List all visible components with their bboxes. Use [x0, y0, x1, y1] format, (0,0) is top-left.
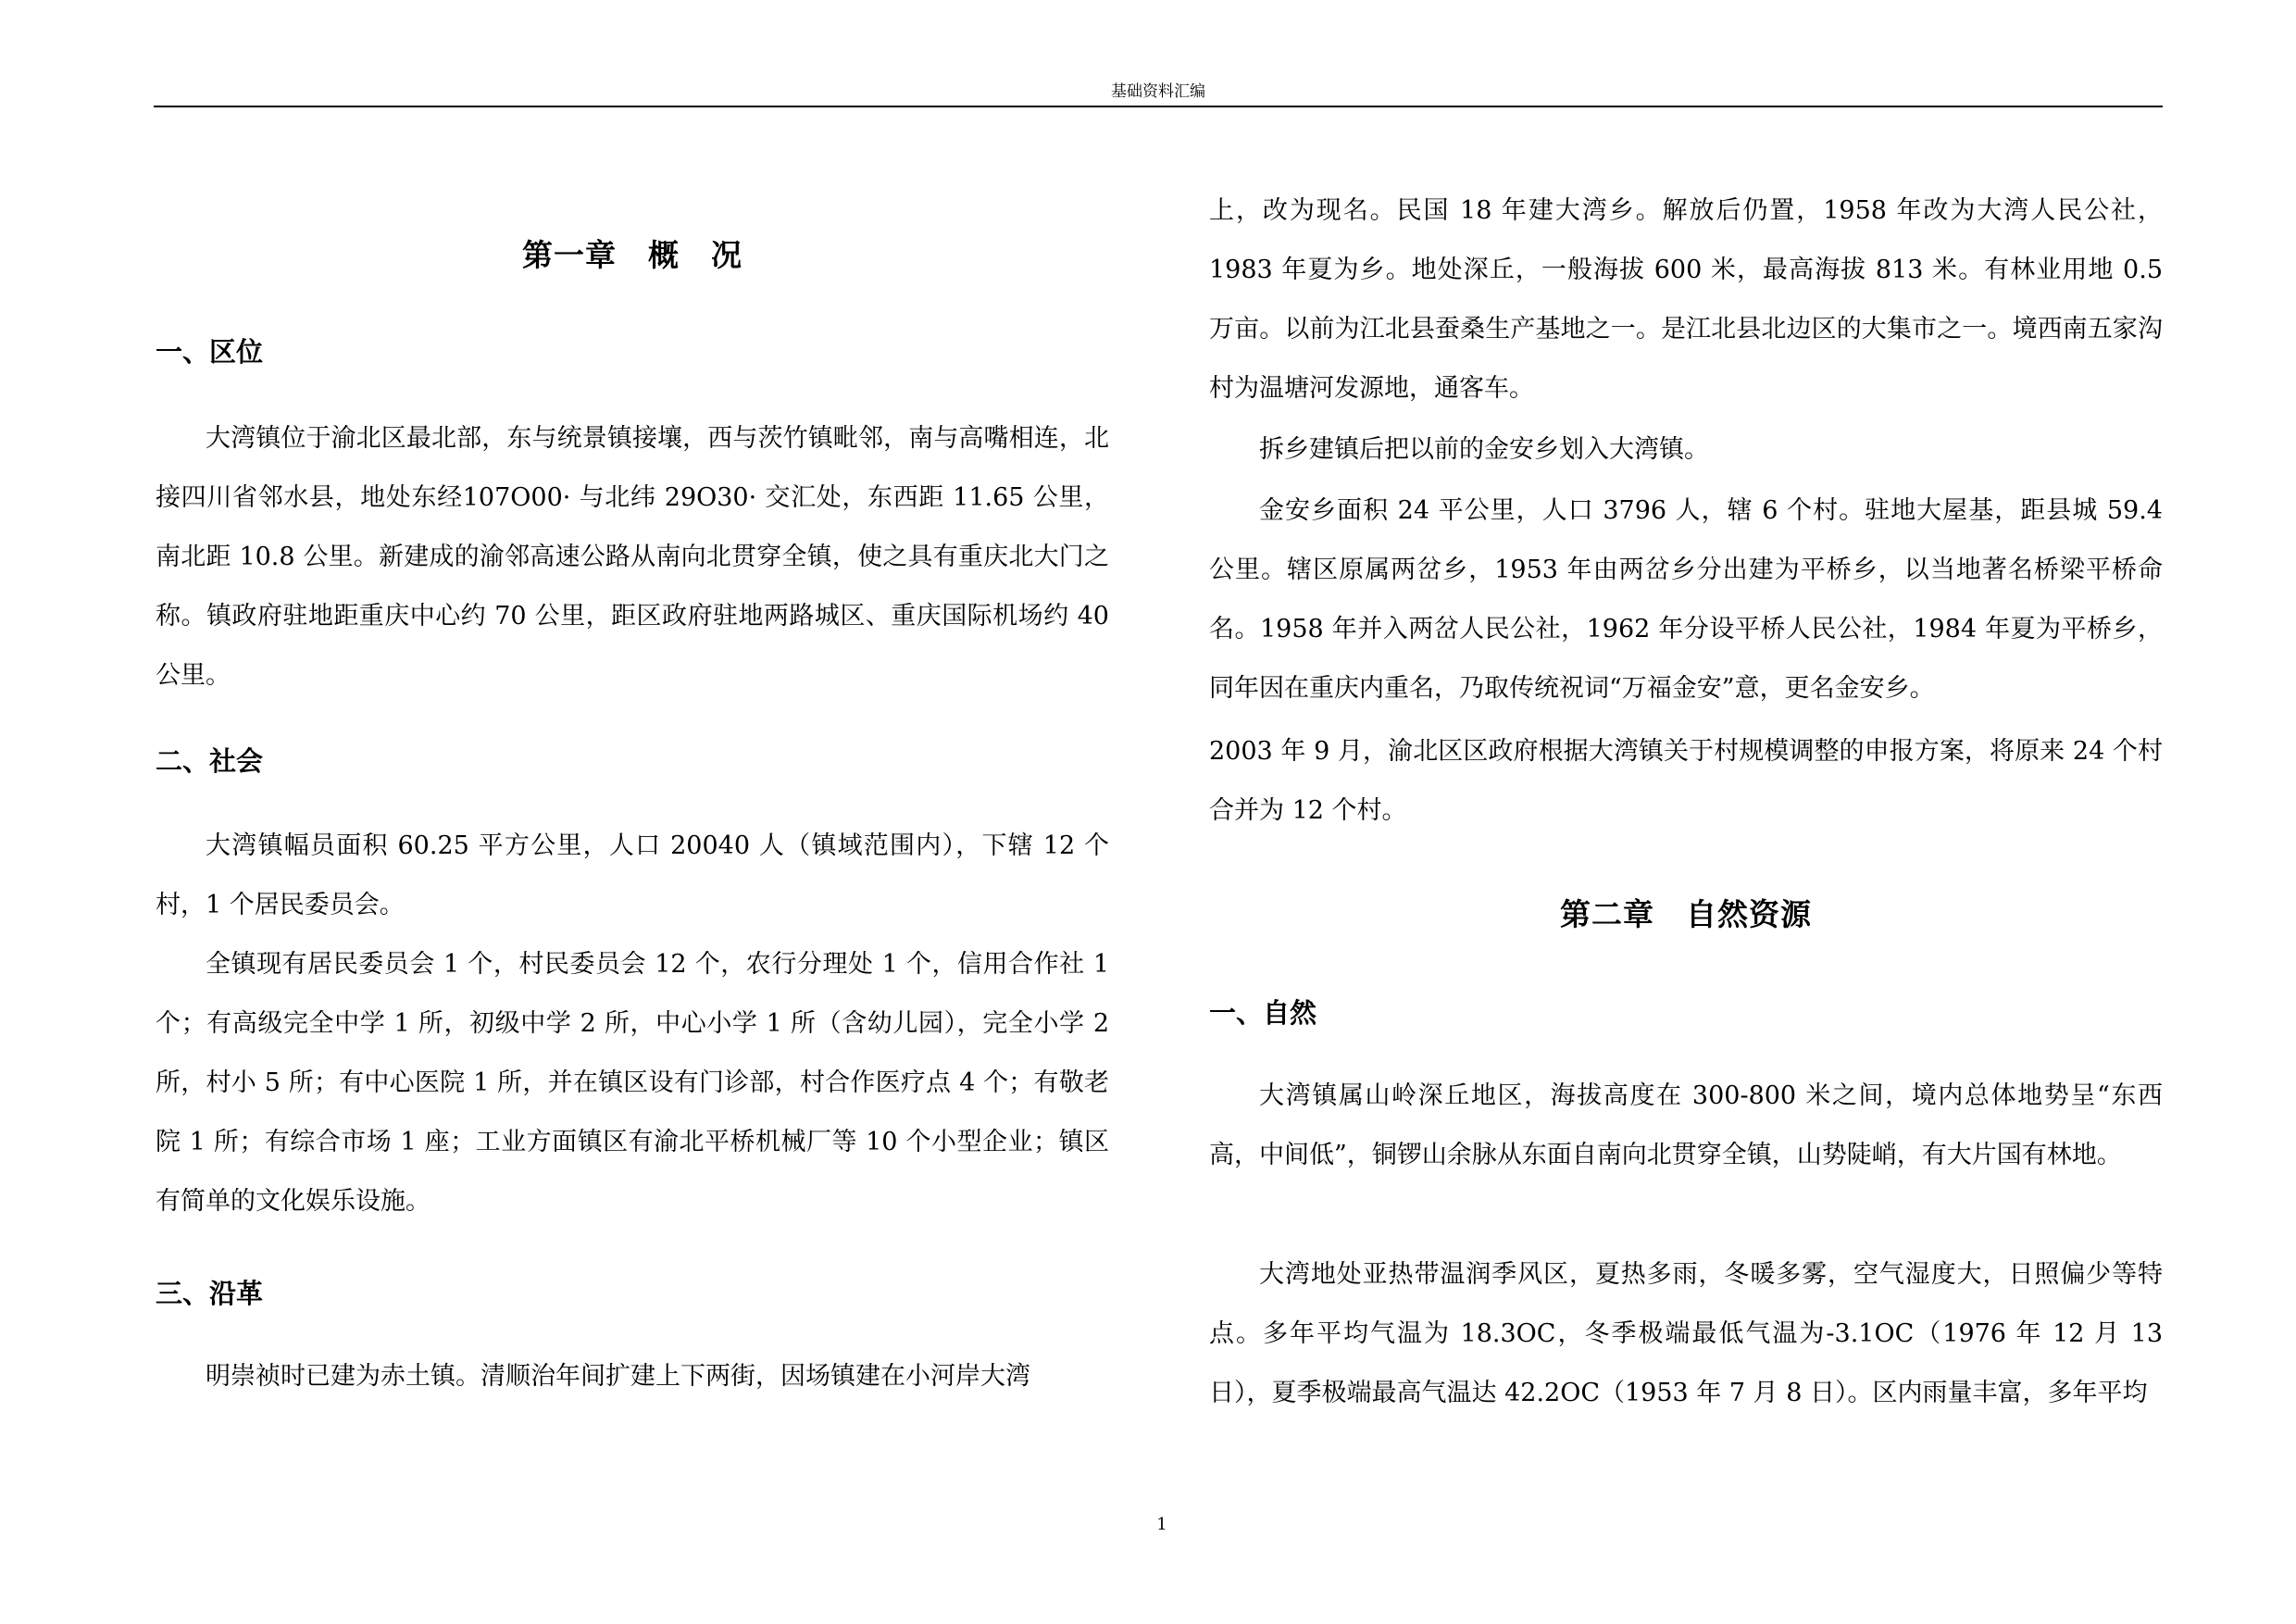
adjustment-paragraph: 2003 年 9 月，渝北区区政府根据大湾镇关于村规模调整的申报方案，将原来 24 个村合并为 12 个村。	[1209, 737, 2163, 825]
running-header: 基础资料汇编	[1111, 82, 1205, 101]
history-continued-paragraph: 上，改为现名。民国 18 年建大湾乡。解放后仍置，1958 年改为大湾人民公社，1983 年夏为乡。地处深丘，一般海拔 600 米，最高海拔 813 米。有林业用地 0.5 万亩。以前为江北县蚕桑生产基地之一。是江北县北边区的大集市之一。境西南五家沟村为温塘河发源地，通客车。	[1209, 196, 2163, 403]
header-divider	[154, 106, 2163, 107]
section-history-heading: 三、沿革	[156, 1278, 264, 1309]
nature-paragraph-2: 大湾地处亚热带温润季风区，夏热多雨，冬暖多雾，空气湿度大，日照偏少等特点。多年平均气温为 18.3OC，冬季极端最低气温为-3.1OC（1976 年 12 月 13 日），夏季极端最高气温达 42.2OC（1953 年 7 月 8 日）。区内雨量丰富，多年平均	[1209, 1260, 2163, 1407]
merger-paragraph: 拆乡建镇后把以前的金安乡划入大湾镇。	[1259, 435, 1709, 464]
page-number: 1	[1156, 1515, 1167, 1534]
section-nature-heading: 一、自然	[1209, 997, 1317, 1029]
section-location-heading: 一、区位	[156, 336, 264, 368]
jinan-paragraph: 金安乡面积 24 平公里，人口 3796 人，辖 6 个村。驻地大屋基，距县城 59.4 公里。辖区原属两岔乡，1953 年由两岔乡分出建为平桥乡，以当地著名桥梁平桥命名。1958 年并入两岔人民公社，1962 年分设平桥人民公社，1984 年夏为平桥乡，同年因在重庆内重名，乃取传统祝词“万福金安”意，更名金安乡。	[1209, 496, 2163, 703]
society-paragraph-1: 大湾镇幅员面积 60.25 平方公里，人口 20040 人（镇域范围内），下辖 12 个村，1 个居民委员会。	[156, 831, 1109, 919]
location-paragraph: 大湾镇位于渝北区最北部，东与统景镇接壤，西与茨竹镇毗邻，南与高嘴相连，北接四川省邻水县，地处东经107O00· 与北纬 29O30· 交汇处，东西距 11.65 公里，南北距 10.8 公里。新建成的渝邻高速公路从南向北贯穿全镇，使之具有重庆北大门之称。镇政府驻地距重庆中心约 70 公里，距区政府驻地两路城区、重庆国际机场约 40 公里。	[156, 424, 1109, 690]
section-society-heading: 二、社会	[156, 745, 264, 777]
chapter-1-title: 第一章 概 况	[522, 237, 742, 273]
history-paragraph: 明崇祯时已建为赤土镇。清顺治年间扩建上下两街，因场镇建在小河岸大湾	[206, 1362, 1030, 1391]
chapter-2-title: 第二章 自然资源	[1560, 896, 1812, 932]
society-paragraph-2: 全镇现有居民委员会 1 个，村民委员会 12 个，农行分理处 1 个，信用合作社 1 个；有高级完全中学 1 所，初级中学 2 所，中心小学 1 所（含幼儿园），完全小学 2 所，村小 5 所；有中心医院 1 所，并在镇区设有门诊部，村合作医疗点 4 个；有敬老院 1 所；有综合市场 1 座；工业方面镇区有渝北平桥机械厂等 10 个小型企业；镇区有简单的文化娱乐设施。	[156, 950, 1109, 1216]
nature-paragraph-1: 大湾镇属山岭深丘地区，海拔高度在 300-800 米之间，境内总体地势呈“东西高，中间低”，铜锣山余脉从东面自南向北贯穿全镇，山势陡峭，有大片国有林地。	[1209, 1081, 2163, 1169]
